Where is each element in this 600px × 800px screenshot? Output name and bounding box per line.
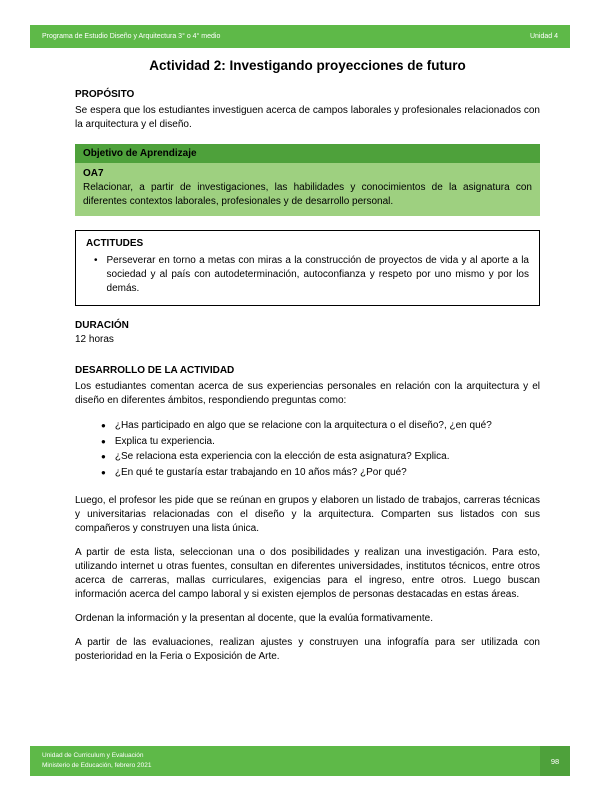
list-item	[101, 418, 540, 434]
actitudes-box	[75, 230, 540, 306]
list-item	[101, 449, 540, 465]
footer-line-2: Ministerio de Educación, febrero 2021	[42, 762, 152, 769]
header-unit-label: Unidad 4	[529, 33, 558, 40]
desarrollo-heading: DESARROLLO DE LA ACTIVIDAD	[75, 365, 235, 376]
desarrollo-paragraph: A partir de esta lista, seleccionan una o dos posibilidades y realizan una investigación. Para esto, utilizando internet u otras fuentes, consultan en diferentes universidades, institutos técnicos, entre otros acerca de carreras, mallas curriculares, exigencias para el ingreso, entre otros. Luego buscan información acerca del campo laboral y si existen ejemplos de personas destacadas en estas áreas.	[75, 547, 540, 600]
desarrollo-intro: Los estudiantes comentan acerca de sus experiencias personales en relación con la arquitectura y el diseño en diferentes ámbitos, respondiendo preguntas como:	[75, 381, 540, 406]
bullet-marker: ●	[101, 452, 106, 461]
footer-credits	[42, 751, 151, 771]
actitudes-heading: ACTITUDES	[86, 238, 144, 249]
bullet-marker: •	[94, 255, 98, 266]
actitudes-item	[86, 254, 529, 296]
objetivo-heading: Objetivo de Aprendizaje	[75, 144, 540, 163]
objetivo-body	[75, 163, 540, 216]
bullet-marker: ●	[101, 421, 106, 430]
activity-title: Actividad 2: Investigando proyecciones de futuro	[149, 58, 466, 73]
bullet-marker: ●	[101, 436, 106, 446]
proposito-text: Se espera que los estudiantes investiguen acerca de campos laborales y profesionales relacionados con la arquitectura y el diseño.	[75, 105, 540, 130]
objetivo-code: OA7	[83, 168, 104, 179]
page-number: 98	[540, 746, 570, 776]
bullet-marker: ●	[101, 467, 106, 477]
desarrollo-question-list	[101, 418, 540, 480]
desarrollo-paragraph: Luego, el profesor les pide que se reúnan en grupos y elaboren un listado de trabajos, carreras técnicas y universitarias relacionadas con el diseño y la arquitectura. Comparten sus listados con sus compañeros y construyen una lista única.	[75, 495, 540, 534]
question-text: Explica tu experiencia.	[114, 435, 215, 447]
question-text: ¿Se relaciona esta experiencia con la elección de esta asignatura? Explica.	[114, 451, 450, 462]
page-footer-bar	[30, 746, 570, 776]
page-content	[75, 58, 540, 674]
duracion-text: 12 horas	[75, 334, 114, 345]
proposito-heading: PROPÓSITO	[75, 89, 135, 100]
duracion-heading: DURACIÓN	[75, 320, 129, 331]
objetivo-aprendizaje-box	[75, 144, 540, 216]
page-header-bar	[30, 25, 570, 48]
objetivo-text: Relacionar, a partir de investigaciones, las habilidades y conocimientos de la asignatura con diferentes contextos laborales, profesionales y de desarrollo personal.	[83, 182, 532, 207]
list-item	[101, 434, 540, 450]
question-text: ¿En qué te gustaría estar trabajando en 10 años más? ¿Por qué?	[114, 466, 407, 478]
desarrollo-paragraph: A partir de las evaluaciones, realizan ajustes y construyen una infografía para ser utilizada con posterioridad en la Feria o Exposición de Arte.	[75, 637, 540, 662]
question-text: ¿Has participado en algo que se relacione con la arquitectura o el diseño?, ¿en qué?	[114, 420, 492, 431]
actitudes-item-text: Perseverar en torno a metas con miras a la construcción de proyectos de vida y al aporte a la sociedad y al país con autodeterminación, autoconfianza y respeto por uno mismo y por los demás.	[106, 255, 529, 294]
header-program-title: Programa de Estudio Diseño y Arquitectura 3° o 4° medio	[42, 33, 221, 40]
list-item	[101, 465, 540, 481]
footer-line-1: Unidad de Curriculum y Evaluación	[42, 752, 144, 760]
desarrollo-paragraph: Ordenan la información y la presentan al docente, que la evalúa formativamente.	[75, 613, 433, 624]
